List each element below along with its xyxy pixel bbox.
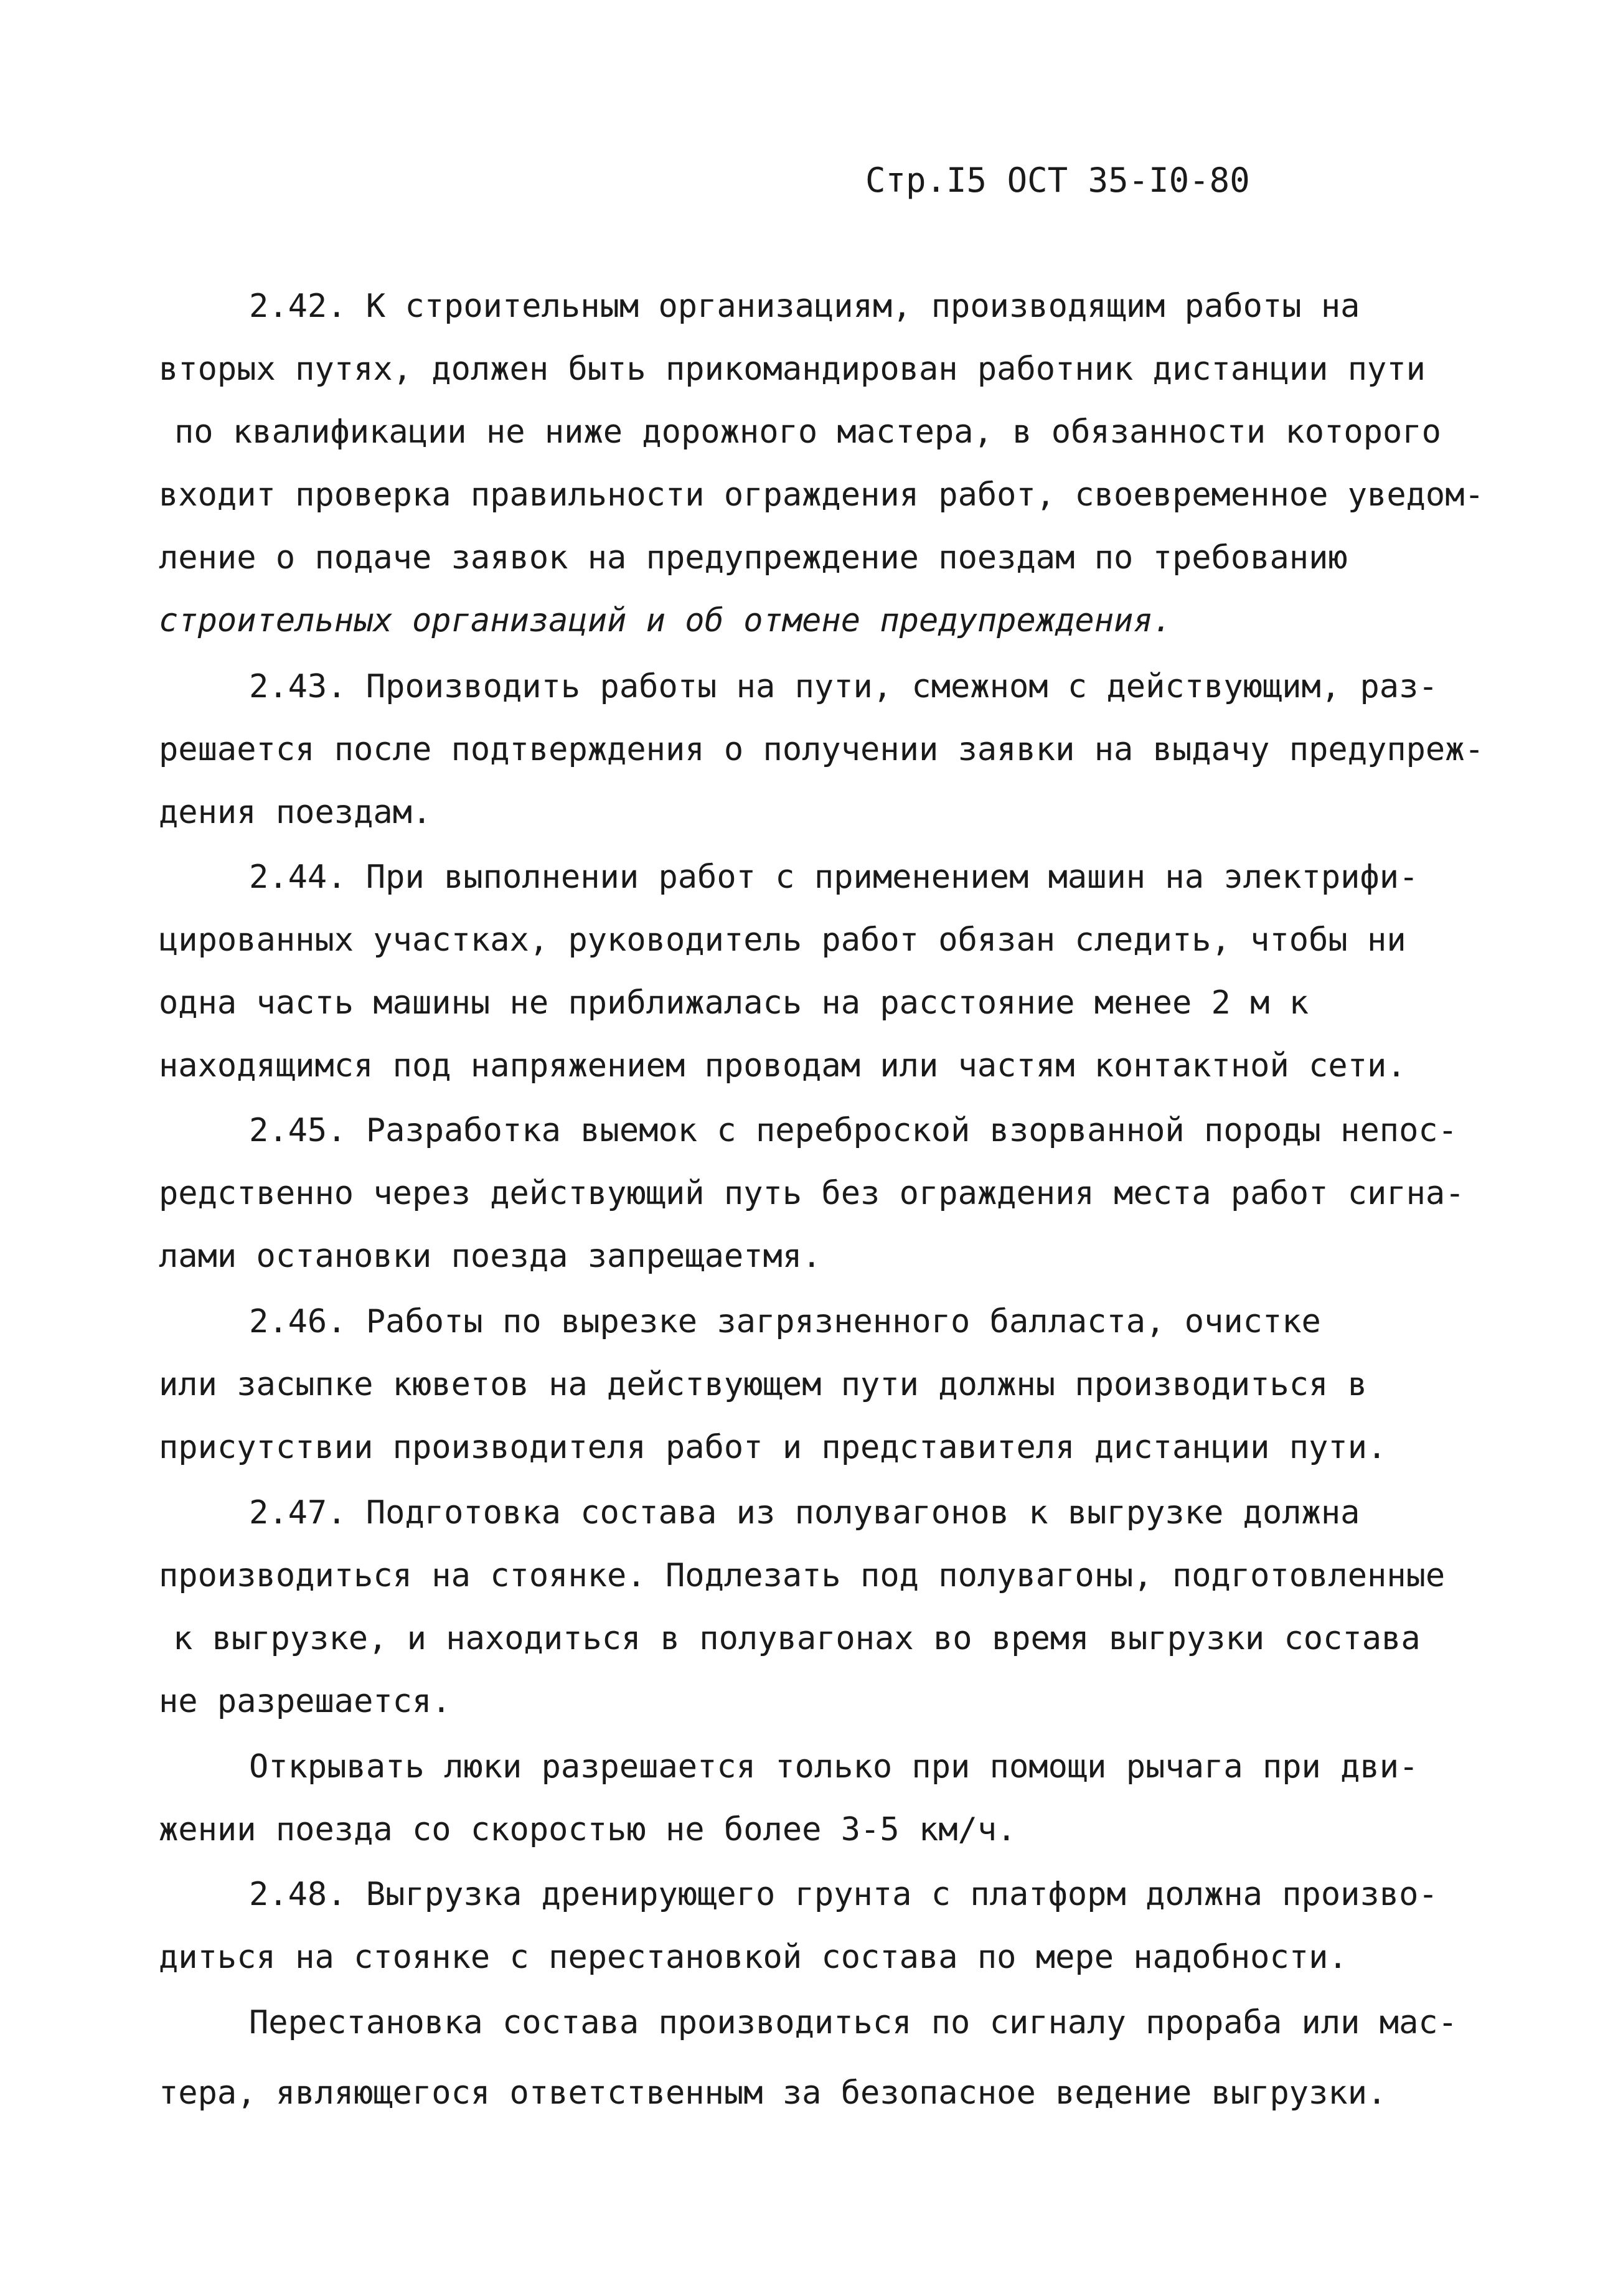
text-line: 2.45. Разработка выемок с переброской взорванной породы непос-	[249, 1112, 1458, 1149]
text-line: производиться на стоянке. Подлезать под полувагоны, подготовленные	[159, 1557, 1446, 1594]
text-line: редственно через действующий путь без ограждения места работ сигна-	[159, 1175, 1465, 1212]
text-line: решается после подтверждения о получении заявки на выдачу предупреж-	[159, 731, 1484, 768]
text-line: диться на стоянке с перестановкой состава по мере надобности.	[159, 1939, 1348, 1976]
text-line: 2.44. При выполнении работ с применением машин на электрифи-	[249, 859, 1419, 896]
text-line: вторых путях, должен быть прикомандирован работник дистанции пути	[159, 351, 1426, 388]
text-line: по квалификации не ниже дорожного мастера, в обязанности которого	[174, 413, 1441, 451]
text-line: 2.47. Подготовка состава из полувагонов к выгрузке должна	[249, 1494, 1360, 1531]
text-line: или засыпке кюветов на действующем пути должны производиться в	[159, 1366, 1368, 1403]
text-line: строительных организаций и об отмене предупреждения.	[159, 602, 1172, 639]
text-line: лами остановки поезда запрещаетмя.	[159, 1238, 822, 1275]
text-line: тера, являющегося ответственным за безопасное ведение выгрузки.	[159, 2074, 1387, 2112]
text-line: цированных участках, руководитель работ обязан следить, чтобы ни	[159, 921, 1406, 959]
text-line: 2.48. Выгрузка дренирующего грунта с платформ должна произво-	[249, 1876, 1438, 1913]
text-line: 2.46. Работы по вырезке загрязненного балласта, очистке	[249, 1303, 1321, 1340]
text-line: жении поезда со скоростью не более 3-5 км/ч.	[159, 1811, 1017, 1848]
text-line: присутствии производителя работ и представителя дистанции пути.	[159, 1429, 1387, 1466]
text-line: дения поездам.	[159, 794, 432, 831]
text-line: не разрешается.	[159, 1683, 451, 1720]
text-line: 2.43. Производить работы на пути, смежном с действующим, раз-	[249, 668, 1438, 705]
text-line: к выгрузке, и находиться в полувагонах во время выгрузки состава	[173, 1620, 1421, 1657]
text-line: входит проверка правильности ограждения работ, своевременное уведом-	[159, 476, 1484, 514]
text-line: ление о подаче заявок на предупреждение поездам по требованию	[159, 539, 1348, 576]
text-line: находящимся под напряжением проводам или частям контактной сети.	[159, 1047, 1406, 1084]
page-header: Стр.I5 ОСТ 35-I0-80	[865, 161, 1250, 200]
text-line: Перестановка состава производиться по сигналу прораба или мас-	[249, 2004, 1458, 2041]
text-line: 2.42. К строительным организациям, производящим работы на	[249, 288, 1360, 325]
text-line: Открывать люки разрешается только при помощи рычага при дви-	[249, 1748, 1419, 1786]
text-line: одна часть машины не приближалась на расстояние менее 2 м к	[159, 984, 1309, 1022]
